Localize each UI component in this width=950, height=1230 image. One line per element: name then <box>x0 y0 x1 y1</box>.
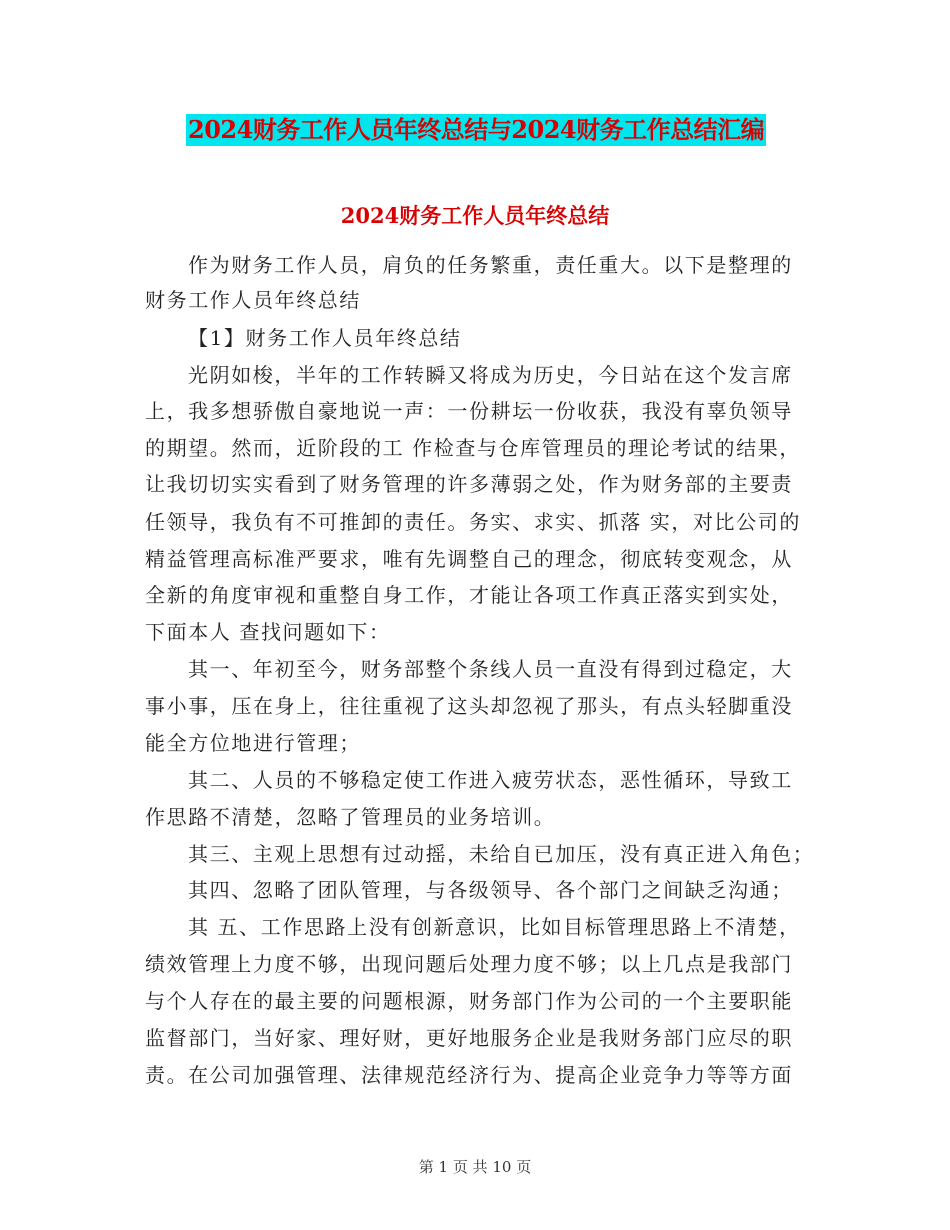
body-line: 作思路不清楚，忽略了管理员的业务培训。 <box>145 805 556 829</box>
body-line: 精益管理高标准严要求，唯有先调整自己的理念，彻底转变观念，从 <box>145 547 793 571</box>
body-line: 其三、主观上思想有过动摇，未给自已加压，没有真正进入角色； <box>188 842 815 866</box>
body-line: 监督部门，当好家、理好财，更好地服务企业是我财务部门应尽的职 <box>145 1026 793 1050</box>
body-line: 责。在公司加强管理、法律规范经济行为、提高企业竞争力等等方面 <box>145 1063 793 1087</box>
section-title: 2024财务工作人员年终总结 <box>340 203 610 228</box>
body-line: 让我切切实实看到了财务管理的许多薄弱之处，作为财务部的主要责 <box>145 472 793 496</box>
body-line: 光阴如梭，半年的工作转瞬又将成为历史，今日站在这个发言席 <box>188 363 793 387</box>
body-line: 任领导，我负有不可推卸的责任。务实、求实、抓落 实，对比公司的 <box>145 510 801 534</box>
body-line: 【1】财务工作人员年终总结 <box>188 326 462 350</box>
body-line: 绩效管理上力度不够，出现问题后处理力度不够；以上几点是我部门 <box>145 952 793 976</box>
body-line: 作为财务工作人员，肩负的任务繁重，责任重大。以下是整理的 <box>188 253 793 277</box>
body-line: 的期望。然而，近阶段的工 作检查与仓库管理员的理论考试的结果， <box>145 436 801 460</box>
body-line: 其四、忽略了团队管理，与各级领导、各个部门之间缺乏沟通； <box>188 878 793 902</box>
document-title: 2024财务工作人员年终总结与2024财务工作总结汇编 <box>188 115 765 144</box>
body-line: 其 五、工作思路上没有创新意识，比如目标管理思路上不清楚， <box>188 915 801 939</box>
body-line: 与个人存在的最主要的问题根源，财务部门作为公司的一个主要职能 <box>145 989 793 1013</box>
body-line: 下面本人 查找问题如下： <box>145 620 391 644</box>
page-number: 第 1 页 共 10 页 <box>418 1158 532 1176</box>
body-line: 其二、人员的不够稳定使工作进入疲劳状态，恶性循环，导致工 <box>188 768 793 792</box>
body-line: 其一、年初至今，财务部整个条线人员一直没有得到过稳定，大 <box>188 657 793 681</box>
body-line: 财务工作人员年终总结 <box>145 288 361 312</box>
body-line: 上，我多想骄傲自豪地说一声：一份耕坛一份收获，我没有辜负领导 <box>145 399 793 423</box>
body-line: 全新的角度审视和重整自身工作，才能让各项工作真正落实到实处， <box>145 583 793 607</box>
body-line: 事小事，压在身上，往往重视了这头却忽视了那头，有点头轻脚重没 <box>145 694 793 718</box>
body-line: 能全方位地进行管理； <box>145 731 361 755</box>
